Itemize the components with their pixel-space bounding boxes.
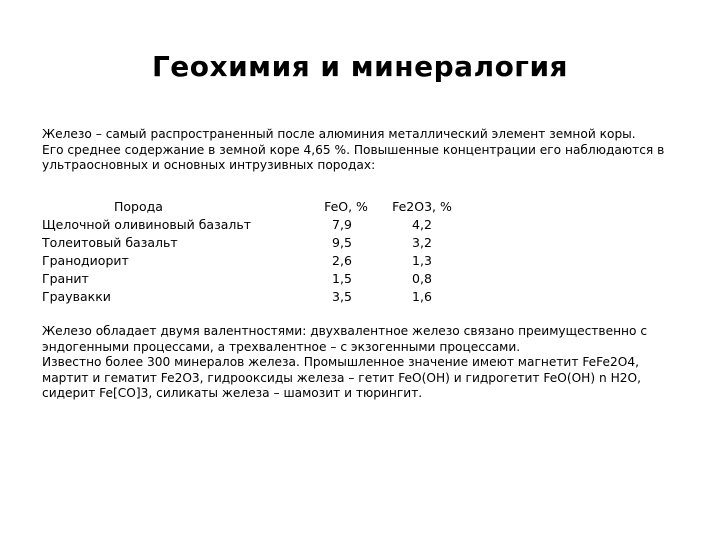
table-row — [42, 251, 472, 269]
outro-paragraph — [42, 324, 682, 402]
rock-name: Гранит — [42, 270, 89, 286]
rock-name: Гранодиорит — [42, 252, 129, 268]
fe2o3-value: 3,2 — [412, 234, 432, 250]
outro-line: эндогенными процессами, а трехвалентное – с экзогенными процессами. — [42, 339, 521, 354]
intro-paragraph — [42, 127, 682, 174]
table-row — [42, 269, 472, 287]
outro-line: Железо обладает двумя валентностями: двухвалентное железо связано преимущественно с — [42, 324, 648, 338]
header-feo: FeO, % — [324, 198, 368, 214]
slide-title: Геохимия и минералогия — [151, 50, 569, 83]
intro-line: ультраосновных и основных интрузивных породах: — [42, 158, 376, 172]
table-row — [42, 287, 472, 305]
feo-value: 3,5 — [332, 288, 352, 304]
table-header-row — [42, 197, 472, 215]
fe2o3-value: 1,6 — [412, 288, 432, 304]
table-row — [42, 215, 472, 233]
outro-line: сидерит Fe[CO]3, силикаты железа – шамозит и тюрингит. — [42, 386, 423, 400]
feo-value: 7,9 — [332, 216, 352, 232]
rock-name: Граувакки — [42, 288, 111, 304]
rock-composition-table — [42, 197, 472, 305]
rock-name: Щелочной оливиновый базальт — [42, 216, 252, 232]
fe2o3-value: 1,3 — [412, 252, 432, 268]
feo-value: 1,5 — [332, 270, 352, 286]
intro-line: Его среднее содержание в земной коре 4,65 %. Повышенные концентрации его наблюдаются в — [42, 142, 665, 157]
header-fe2o3: Fe2O3, % — [392, 198, 452, 214]
rock-name: Толеитовый базальт — [42, 234, 178, 250]
header-rock: Порода — [114, 198, 163, 214]
fe2o3-value: 4,2 — [412, 216, 432, 232]
fe2o3-value: 0,8 — [412, 270, 432, 286]
table-row — [42, 233, 472, 251]
feo-value: 9,5 — [332, 234, 352, 250]
intro-line: Железо – самый распространенный после алюминия металлический элемент земной коры. — [42, 127, 636, 141]
outro-line: Известно более 300 минералов железа. Промышленное значение имеют магнетит FeFe2O4, — [42, 355, 639, 369]
outro-line: мартит и гематит Fe2O3, гидрооксиды железа – гетит FeO(OH) и гидрогетит FeO(OH) n H2O, — [42, 370, 641, 385]
feo-value: 2,6 — [332, 252, 352, 268]
